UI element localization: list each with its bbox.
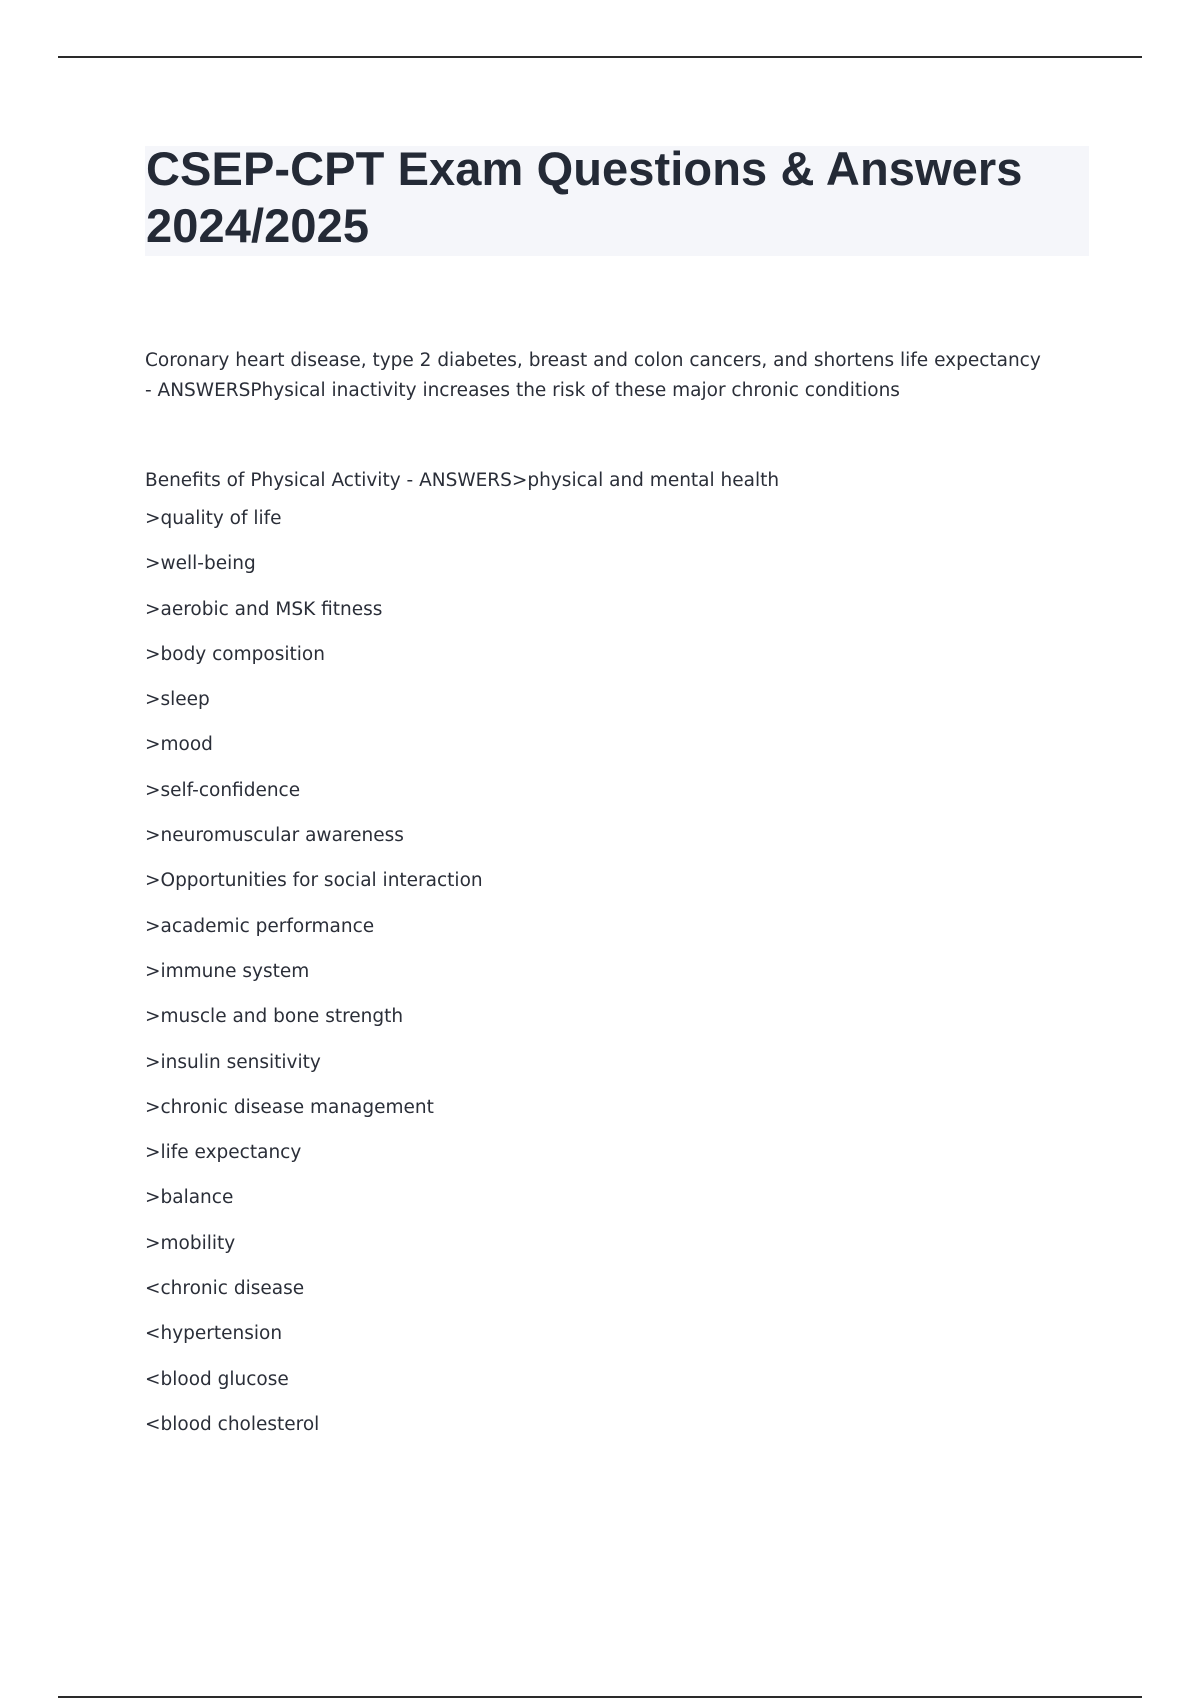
list-item: <blood cholesterol: [145, 1413, 320, 1435]
list-item: >Opportunities for social interaction: [145, 870, 483, 892]
bottom-divider: [58, 1696, 1142, 1698]
list-item: >body composition: [145, 643, 325, 665]
document-body: [145, 346, 1045, 1447]
top-divider: [58, 56, 1142, 58]
list-item: >balance: [145, 1187, 234, 1209]
list-item: <chronic disease: [145, 1278, 305, 1300]
benefits-list: [145, 496, 1045, 1447]
benefits-heading: Benefits of Physical Activity - ANSWERS>physical and mental health: [145, 470, 780, 491]
list-item: >muscle and bone strength: [145, 1006, 404, 1028]
list-item: >mood: [145, 734, 213, 756]
list-item: <blood glucose: [145, 1368, 289, 1390]
list-item: >insulin sensitivity: [145, 1051, 321, 1073]
intro-paragraph: Coronary heart disease, type 2 diabetes, breast and colon cancers, and shortens life expectancy - ANSWERSPhysical inactivity increases the risk of these major chronic conditions: [145, 350, 1041, 401]
list-item: >self-confidence: [145, 779, 301, 801]
list-item: >well-being: [145, 553, 256, 575]
list-item: >aerobic and MSK fitness: [145, 598, 383, 620]
list-item: >chronic disease management: [145, 1096, 434, 1118]
list-item: >academic performance: [145, 915, 375, 937]
list-item: >quality of life: [145, 508, 282, 529]
page-title: CSEP-CPT Exam Questions & Answers 2024/2025: [146, 142, 1023, 252]
list-item: >sleep: [145, 689, 210, 711]
list-item: >neuromuscular awareness: [145, 825, 404, 847]
list-item: >immune system: [145, 960, 310, 982]
list-item: >life expectancy: [145, 1142, 302, 1164]
list-item: >mobility: [145, 1232, 236, 1254]
list-item: <hypertension: [145, 1323, 283, 1345]
